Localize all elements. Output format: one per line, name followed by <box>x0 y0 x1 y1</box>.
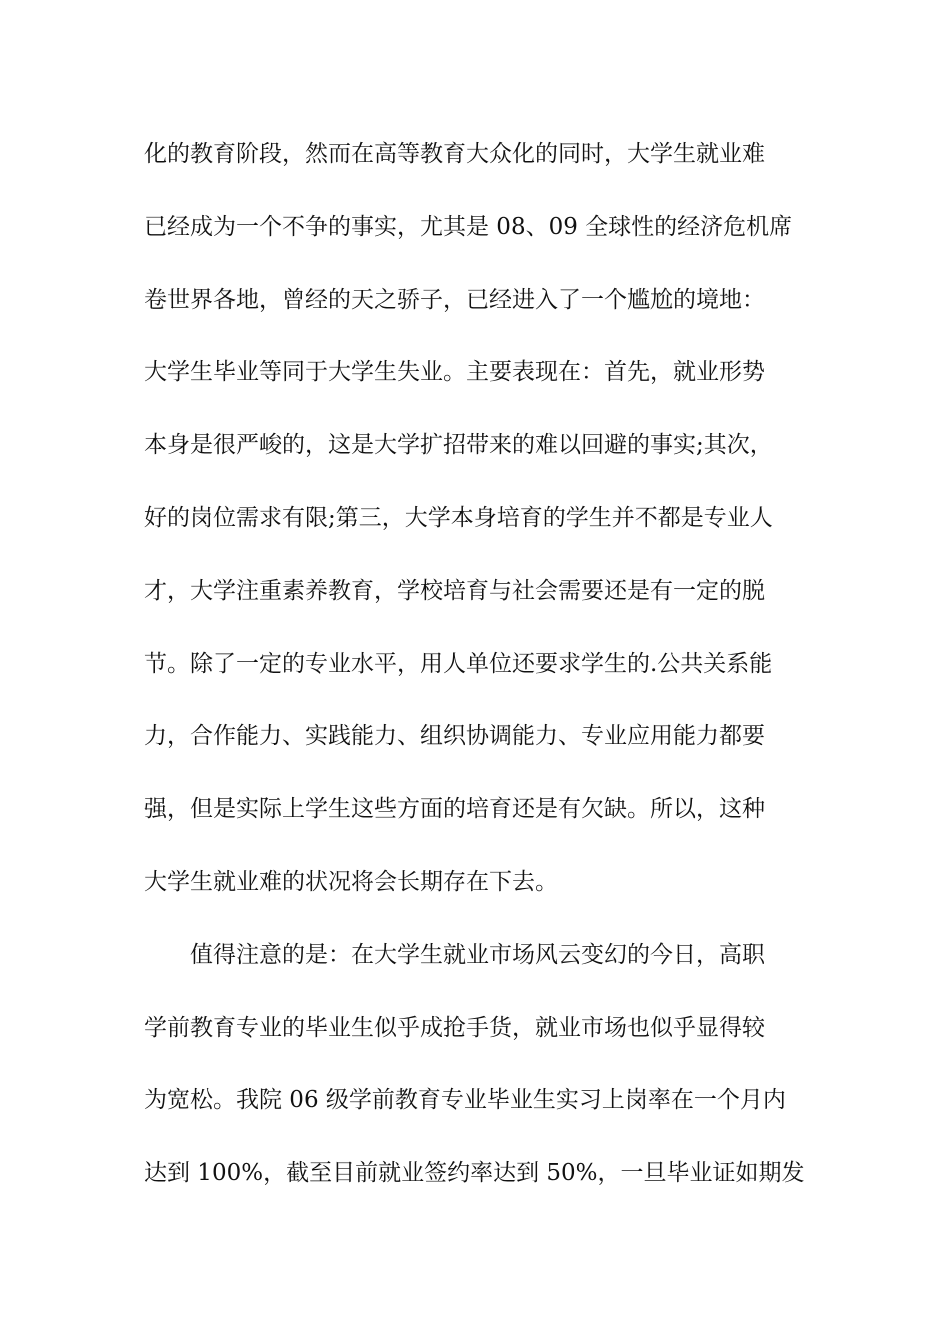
text-line: 卷世界各地，曾经的天之骄子，已经进入了一个尴尬的境地： <box>144 286 765 313</box>
text-line: 力，合作能力、实践能力、组织协调能力、专业应用能力都要 <box>144 723 765 750</box>
text-line: 大学生就业难的状况将会长期存在下去。 <box>144 868 558 895</box>
paragraph-start-line: 值得注意的是：在大学生就业市场风云变幻的今日，高职 <box>190 941 765 968</box>
text-line: 学前教育专业的毕业生似乎成抢手货，就业市场也似乎显得较 <box>144 1014 765 1041</box>
text-line: 节。除了一定的专业水平，用人单位还要求学生的.公共关系能 <box>144 650 773 677</box>
text-line: 达到 100%，截至目前就业签约率达到 50%，一旦毕业证如期发 <box>144 1160 805 1187</box>
text-line: 才，大学注重素养教育，学校培育与社会需要还是有一定的脱 <box>144 577 765 604</box>
text-line: 化的教育阶段，然而在高等教育大众化的同时，大学生就业难 <box>144 141 765 167</box>
text-line: 好的岗位需求有限;第三，大学本身培育的学生并不都是专业人 <box>144 504 773 531</box>
text-line: 大学生毕业等同于大学生失业。主要表现在：首先，就业形势 <box>144 359 765 386</box>
body-text <box>144 130 814 1222</box>
text-line: 已经成为一个不争的事实，尤其是 08、09 全球性的经济危机席 <box>144 213 793 240</box>
text-line: 为宽松。我院 06 级学前教育专业毕业生实习上岗率在一个月内 <box>144 1087 786 1114</box>
text-line: 本身是很严峻的，这是大学扩招带来的难以回避的事实;其次， <box>144 432 773 459</box>
text-line: 强，但是实际上学生这些方面的培育还是有欠缺。所以，这种 <box>144 796 765 823</box>
